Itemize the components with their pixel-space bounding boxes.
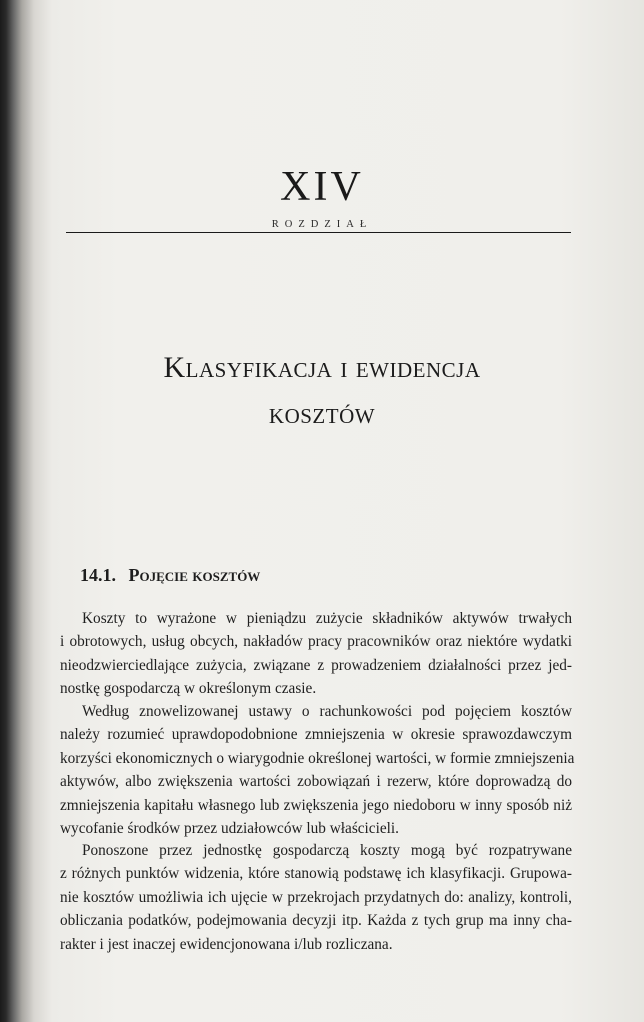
paragraph-3 <box>60 839 572 956</box>
section-number: 14.1. <box>80 565 116 585</box>
paragraph-2 <box>60 700 575 840</box>
paragraph-line: korzyści ekonomicznych o wiarygodnie określonej wartości, w formie zmniejszenia <box>60 749 575 767</box>
chapter-title <box>0 345 644 437</box>
paragraph-line: i obrotowych, usług obcych, nakładów pracy pracowników oraz niektóre wydatki <box>60 633 572 651</box>
section-title: Pojęcie kosztów <box>128 565 261 585</box>
chapter-number: XIV <box>280 164 364 210</box>
chapter-title-line-2: kosztów <box>268 397 376 430</box>
chapter-title-line-1: Klasyfikacja i ewidencja <box>163 351 481 384</box>
paragraph-line: zmniejszenia kapitału własnego lub zwiększenia jego niedoboru w inny sposób niż <box>60 796 572 814</box>
paragraph-line: rakter i jest inaczej ewidencjonowana i/lub rozliczana. <box>60 935 393 953</box>
paragraph-line: z różnych punktów widzenia, które stanowią podstawę ich klasyfikacji. Grupowa- <box>60 865 572 883</box>
paragraph-1 <box>60 607 572 701</box>
paragraph-line: Według znowelizowanej ustawy o rachunkowości pod pojęciem kosztów <box>82 703 572 720</box>
paragraph-line: wycofanie środków przez udziałowców lub właścicieli. <box>60 820 399 838</box>
paragraph-line: Ponoszone przez jednostkę gospodarczą koszty mogą być rozpatrywane <box>82 842 572 859</box>
paragraph-line: nie kosztów umożliwia ich ujęcie w przekrojach przydatnych do: analizy, kontroli, <box>60 888 572 906</box>
paragraph-line: obliczania podatków, podejmowania decyzji itp. Każda z tych grup ma inny cha- <box>60 912 572 930</box>
section-heading <box>80 565 260 586</box>
paragraph-line: nieodzwierciedlające zużycia, związane z prowadzeniem działalności przez jed- <box>60 656 572 674</box>
paragraph-line: należy rozumieć uprawdopodobnione zmniejszenia w okresie sprawozdawczym <box>60 726 572 744</box>
chapter-divider <box>66 232 571 233</box>
chapter-label: ROZDZIAŁ <box>271 219 373 230</box>
paragraph-line: aktywów, albo zwiększenia wartości zobowiązań i rezerw, które doprowadzą do <box>60 773 572 791</box>
paragraph-line: Koszty to wyrażone w pieniądzu zużycie składników aktywów trwałych <box>82 610 572 627</box>
paragraph-line: nostkę gospodarczą w określonym czasie. <box>60 680 317 698</box>
